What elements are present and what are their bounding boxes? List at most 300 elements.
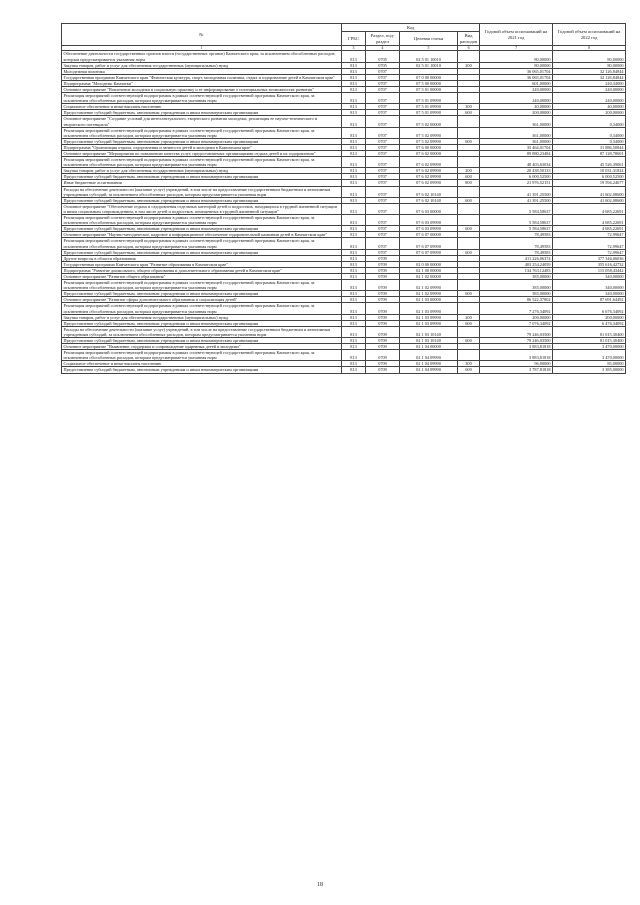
razdel-cell: 0709 [366, 314, 400, 320]
sum-2021-cell: 3 883,81818 [480, 350, 553, 361]
grbs-cell: 813 [342, 367, 366, 373]
grbs-cell: 813 [342, 104, 366, 110]
vr-cell: 300 [458, 361, 480, 367]
razdel-cell: 0709 [366, 280, 400, 291]
vr-cell [458, 326, 480, 337]
row-name-cell: Иные бюджетные ассигнования [62, 180, 342, 186]
sum-2021-cell: 79 246,03500 [480, 338, 553, 344]
sum-2022-cell: 19 594,24677 [553, 180, 626, 186]
sum-2021-cell: 200,00000 [480, 110, 553, 116]
row-name-cell: Подпрограмма "Организация отдыха, оздоровления и занятости детей и молодежи в Камчатском крае" [62, 144, 342, 150]
razdel-cell: 0707 [366, 180, 400, 186]
table-row [62, 157, 626, 168]
csr-cell: 07 6 03 09990 [400, 226, 458, 232]
sum-2021-cell: 3 787,81818 [480, 367, 553, 373]
row-name-cell: Подпрограмма "Молодежь Камчатки" [62, 80, 342, 86]
razdel-cell: 0707 [366, 127, 400, 138]
sum-2021-cell: 21 976,52151 [480, 180, 553, 186]
vr-cell: 600 [458, 197, 480, 203]
row-name-cell: Закупка товаров, работ и услуг для обеспечения государственных (муниципальных) нужд [62, 62, 342, 68]
sum-2022-cell: 0,34000 [553, 127, 626, 138]
sum-2021-cell: 89 880,23484 [480, 151, 553, 157]
csr-cell: 07 0 00 00000 [400, 74, 458, 80]
sum-2022-cell: 240,00000 [553, 93, 626, 104]
csr-cell: 07 6 07 09990 [400, 249, 458, 255]
sum-2022-cell: 6 000,52500 [553, 174, 626, 180]
grbs-cell: 813 [342, 238, 366, 249]
razdel-cell: 0707 [366, 186, 400, 197]
vr-cell: 600 [458, 138, 480, 144]
sum-2022-cell: 4 685,22691 [553, 203, 626, 214]
row-name-cell: Предоставление субсидий бюджетным, автономным учреждениям и иным некоммерческим организациям [62, 174, 342, 180]
vr-cell [458, 303, 480, 314]
grbs-cell: 813 [342, 168, 366, 174]
sum-2021-cell: 78,49583 [480, 238, 553, 249]
budget-table [61, 23, 626, 374]
grbs-cell: 813 [342, 110, 366, 116]
row-name-cell: Основное мероприятие "Вовлечение молодежи в социальную практику и ее информирование о потенциальных возможностях развития" [62, 86, 342, 92]
grbs-cell: 813 [342, 186, 366, 197]
sum-2022-cell: 6 676,34092 [553, 303, 626, 314]
budget-table-page [61, 23, 625, 374]
row-name-cell: Расходы на обеспечение деятельности (оказание услуг) учреждений, в том числе на предоставление государственным бюджетным и автономным учреждениям субсидий, за исключением обособленных расходов, которым предусматривается указанная норм [62, 326, 342, 337]
sum-2021-cell: 385,00000 [480, 291, 553, 297]
grbs-cell: 813 [342, 267, 366, 273]
sum-2021-cell: 48 403,63034 [480, 157, 553, 168]
sum-2021-cell: 240,00000 [480, 86, 553, 92]
sum-2021-cell: 41 391,25500 [480, 197, 553, 203]
grbs-cell: 813 [342, 320, 366, 326]
csr-cell: 07 6 02 10140 [400, 197, 458, 203]
sum-2022-cell: 240,34000 [553, 80, 626, 86]
razdel-cell: 0707 [366, 144, 400, 150]
sum-2021-cell: 601,00000 [480, 80, 553, 86]
vr-cell [458, 203, 480, 214]
table-row [62, 280, 626, 291]
vr-cell: 600 [458, 249, 480, 255]
csr-cell: 02 1 04 00000 [400, 344, 458, 350]
csr-cell: 02 1 00 00000 [400, 267, 458, 273]
row-name-cell: Предоставление субсидий бюджетным, автономным учреждениям и иным некоммерческим организациям [62, 197, 342, 203]
sum-2022-cell: 72,99647 [553, 249, 626, 255]
grbs-cell: 813 [342, 127, 366, 138]
csr-cell: 07 6 07 00000 [400, 232, 458, 238]
sum-2022-cell: 32 126,84844 [553, 74, 626, 80]
row-name-cell: Предоставление субсидий бюджетным, автономным учреждениям и иным некоммерческим организациям [62, 249, 342, 255]
row-name-cell: Закупка товаров, работ и услуг для обеспечения государственных (муниципальных) нужд [62, 314, 342, 320]
row-name-cell: Предоставление субсидий бюджетным, автономным учреждениям и иным некоммерческим организациям [62, 320, 342, 326]
row-name-cell: Основное мероприятие "Развитие общего образования" [62, 273, 342, 279]
vr-cell [458, 51, 480, 62]
sum-2021-cell: 6 000,52500 [480, 174, 553, 180]
razdel-cell: 0709 [366, 267, 400, 273]
sum-2022-cell: 81 015,30400 [553, 326, 626, 337]
index-cell: 1 [62, 46, 342, 51]
csr-cell: 02 0 00 00000 [400, 261, 458, 267]
razdel-cell: 0707 [366, 197, 400, 203]
sum-2021-cell: 78,49583 [480, 232, 553, 238]
sum-2021-cell: 40,00000 [480, 104, 553, 110]
sum-2022-cell: 72,99647 [553, 238, 626, 249]
csr-cell: 07 6 07 09990 [400, 238, 458, 249]
grbs-cell: 813 [342, 62, 366, 68]
grbs-cell: 813 [342, 232, 366, 238]
row-name-cell: Основное мероприятие "Развитие сферы дополнительного образования и социализация детей" [62, 297, 342, 303]
sum-2022-cell: 115 058,43442 [553, 267, 626, 273]
row-name-cell: Подпрограмма "Развитие дошкольного, общего образования и дополнительного образования детей в Камчатском крае" [62, 267, 342, 273]
sum-2022-cell: 4 685,22691 [553, 226, 626, 232]
vr-cell [458, 280, 480, 291]
vr-cell: 800 [458, 180, 480, 186]
sum-2022-cell: 87 691,64492 [553, 297, 626, 303]
grbs-cell: 813 [342, 116, 366, 127]
razdel-cell: 0709 [366, 338, 400, 344]
row-name-cell: Предоставление субсидий бюджетным, автономным учреждениям и иным некоммерческим организациям [62, 367, 342, 373]
sum-2022-cell: 0,34000 [553, 116, 626, 127]
sum-2022-cell: 200,00000 [553, 110, 626, 116]
header-csr: Целевая статья [400, 32, 458, 46]
header-vr: Вид расходов [458, 32, 480, 46]
vr-cell: 600 [458, 320, 480, 326]
sum-2022-cell: 340,00000 [553, 291, 626, 297]
sum-2022-cell: 40,00000 [553, 104, 626, 110]
grbs-cell: 813 [342, 203, 366, 214]
vr-cell [458, 350, 480, 361]
sum-2022-cell: 377 346,06036 [553, 255, 626, 261]
csr-cell: 07 5 01 00000 [400, 86, 458, 92]
index-cell: 7 [480, 46, 553, 51]
csr-cell: 02 1 04 09990 [400, 361, 458, 367]
vr-cell: 600 [458, 367, 480, 373]
row-name-cell: Закупка товаров, работ и услуг для обеспечения государственных (муниципальных) нужд [62, 168, 342, 174]
header-num: № [62, 24, 342, 46]
razdel-cell: 0709 [366, 326, 400, 337]
row-name-cell: Государственная программа Камчатского края "Развитие образования в Камчатском крае" [62, 261, 342, 267]
row-name-cell: Предоставление субсидий бюджетным, автономным учреждениям и иным некоммерческим организациям [62, 291, 342, 297]
vr-cell [458, 215, 480, 226]
sum-2021-cell: 361,00000 [480, 138, 553, 144]
vr-cell [458, 116, 480, 127]
csr-cell: 02 1 03 00000 [400, 297, 458, 303]
vr-cell: 200 [458, 62, 480, 68]
razdel-cell: 0707 [366, 226, 400, 232]
sum-2021-cell: 36 065,01704 [480, 68, 553, 74]
row-name-cell: Предоставление субсидий бюджетным, автономным учреждениям и иным некоммерческим организациям [62, 110, 342, 116]
row-name-cell: Основное мероприятие "Научно-методическое, кадровое и информационное обеспечение оздоровительной кампании детей в Камчатском крае" [62, 232, 342, 238]
vr-cell: 200 [458, 314, 480, 320]
vr-cell [458, 186, 480, 197]
sum-2021-cell: 5 584,58637 [480, 215, 553, 226]
vr-cell [458, 238, 480, 249]
razdel-cell: 0709 [366, 261, 400, 267]
sum-2022-cell: 200,00000 [553, 314, 626, 320]
grbs-cell: 813 [342, 350, 366, 361]
csr-cell: 02 1 03 10140 [400, 338, 458, 344]
table-row [62, 326, 626, 337]
index-cell: 6 [458, 46, 480, 51]
table-body [62, 51, 626, 373]
header-code-group: Код [342, 24, 480, 32]
index-cell: 4 [366, 46, 400, 51]
grbs-cell: 813 [342, 291, 366, 297]
row-name-cell: Реализация мероприятий соответствующей подпрограммы в рамках соответствующей государственной программы Камчатского края, за исключением обособленных расходов, которым предусматривается указанная норм [62, 280, 342, 291]
row-name-cell: Предоставление субсидий бюджетным, автономным учреждениям и иным некоммерческим организациям [62, 138, 342, 144]
row-name-cell: Основное мероприятие "Обеспечение отдыха и оздоровления отдельных категорий детей и подростков, находящихся в трудной жизненной ситуации и иным социальным сопровождением, в том числе детей и подростков, помещенных в трудной жизненной ситуации" [62, 203, 342, 214]
index-cell: 5 [400, 46, 458, 51]
sum-2021-cell: 35 464,01704 [480, 144, 553, 150]
razdel-cell: 0709 [366, 297, 400, 303]
sum-2021-cell: 361,00000 [480, 127, 553, 138]
sum-2021-cell: 96,00000 [480, 361, 553, 367]
csr-cell: 02 1 02 00000 [400, 273, 458, 279]
razdel-cell: 0709 [366, 273, 400, 279]
sum-2021-cell: 86 522,37802 [480, 297, 553, 303]
grbs-cell: 813 [342, 326, 366, 337]
grbs-cell: 813 [342, 226, 366, 232]
row-name-cell: Предоставление субсидий бюджетным, автономным учреждениям и иным некоммерческим организациям [62, 226, 342, 232]
razdel-cell: 0709 [366, 291, 400, 297]
vr-cell: 600 [458, 226, 480, 232]
sum-2021-cell: 79 246,03500 [480, 326, 553, 337]
vr-cell: 300 [458, 104, 480, 110]
grbs-cell: 813 [342, 174, 366, 180]
csr-cell: 07 5 01 09990 [400, 93, 458, 104]
grbs-cell: 813 [342, 51, 366, 62]
header-sum-2021: Годовой объем ассигнований на 2021 год [480, 24, 553, 46]
razdel-cell: 0707 [366, 238, 400, 249]
header-razdel: Раздел, под-раздел [366, 32, 400, 46]
razdel-cell: 0707 [366, 174, 400, 180]
csr-cell: 07 6 02 09990 [400, 168, 458, 174]
table-row [62, 238, 626, 249]
csr-cell: 07 5 01 09990 [400, 110, 458, 116]
row-name-cell: Социальное обеспечение и иные выплаты населению [62, 104, 342, 110]
sum-2021-cell: 5 584,58637 [480, 203, 553, 214]
grbs-cell: 813 [342, 297, 366, 303]
table-row [62, 367, 626, 373]
razdel-cell: 0707 [366, 232, 400, 238]
table-row [62, 51, 626, 62]
razdel-cell: 0707 [366, 93, 400, 104]
grbs-cell: 813 [342, 144, 366, 150]
table-row [62, 350, 626, 361]
sum-2022-cell: 340,00000 [553, 273, 626, 279]
sum-2022-cell: 80,00000 [553, 51, 626, 62]
razdel-cell: 0705 [366, 51, 400, 62]
razdel-cell: 0707 [366, 86, 400, 92]
index-cell: 3 [342, 46, 366, 51]
csr-cell: 07 5 02 09990 [400, 127, 458, 138]
sum-2022-cell: 72,99647 [553, 232, 626, 238]
csr-cell: 07 5 00 00000 [400, 80, 458, 86]
sum-2021-cell: 385,00000 [480, 280, 553, 291]
razdel-cell: 0707 [366, 80, 400, 86]
row-name-cell: Предоставление субсидий бюджетным, автономным учреждениям и иным некоммерческим организациям [62, 338, 342, 344]
grbs-cell: 813 [342, 261, 366, 267]
sum-2022-cell: 355 616,42732 [553, 261, 626, 267]
csr-cell: 07 6 02 09990 [400, 174, 458, 180]
vr-cell: 600 [458, 338, 480, 344]
vr-cell: 600 [458, 174, 480, 180]
grbs-cell: 813 [342, 344, 366, 350]
sum-2022-cell: 32 126,84844 [553, 68, 626, 74]
grbs-cell: 813 [342, 314, 366, 320]
sum-2021-cell: 80,00000 [480, 62, 553, 68]
sum-2021-cell: 200,00000 [480, 314, 553, 320]
razdel-cell: 0707 [366, 215, 400, 226]
razdel-cell: 0707 [366, 138, 400, 144]
csr-cell: 07 6 02 00000 [400, 151, 458, 157]
razdel-cell: 0707 [366, 249, 400, 255]
table-row [62, 186, 626, 197]
table-row [62, 116, 626, 127]
grbs-cell: 813 [342, 86, 366, 92]
csr-cell: 02 1 04 09990 [400, 350, 458, 361]
vr-cell [458, 93, 480, 104]
razdel-cell: 0709 [366, 367, 400, 373]
page-number: 18 [317, 882, 323, 888]
sum-2022-cell: 240,00000 [553, 86, 626, 92]
csr-cell: 07 6 02 10140 [400, 186, 458, 197]
sum-2021-cell: 361,00000 [480, 116, 553, 127]
grbs-cell: 813 [342, 255, 366, 261]
header-grbs: ГРБС [342, 32, 366, 46]
csr-cell: 02 1 03 09990 [400, 314, 458, 320]
sum-2021-cell: 385,00000 [480, 273, 553, 279]
grbs-cell: 813 [342, 68, 366, 74]
sum-2021-cell: 134 763,12483 [480, 267, 553, 273]
sum-2021-cell: 5 584,58637 [480, 226, 553, 232]
razdel-cell: 0709 [366, 320, 400, 326]
row-name-cell: Реализация мероприятий соответствующей подпрограммы в рамках соответствующей государственной программы Камчатского края, за исключением обособленных расходов, которым предусматривается указанная норм [62, 157, 342, 168]
sum-2022-cell: 85,00000 [553, 361, 626, 367]
grbs-cell: 813 [342, 93, 366, 104]
sum-2022-cell: 87 128,78601 [553, 151, 626, 157]
row-name-cell: Реализация мероприятий соответствующей подпрограммы в рамках соответствующей государственной программы Камчатского края, за исключением обособленных расходов, которым предусматривается указанная норм [62, 127, 342, 138]
sum-2022-cell: 4 685,22691 [553, 215, 626, 226]
row-name-cell: Основное мероприятие "Выявление, поддержка и сопровождение одаренных детей и молодежи" [62, 344, 342, 350]
grbs-cell: 813 [342, 151, 366, 157]
row-name-cell: Молодежная политика [62, 68, 342, 74]
csr-cell: 02 1 03 09990 [400, 320, 458, 326]
table-row [62, 215, 626, 226]
table-row [62, 93, 626, 104]
csr-cell: 07 6 02 09990 [400, 180, 458, 186]
csr-cell: 07 6 03 00000 [400, 203, 458, 214]
csr-cell: 02 1 02 09990 [400, 280, 458, 291]
csr-cell: 02 5 01 10010 [400, 62, 458, 68]
sum-2021-cell: 7 076,34092 [480, 320, 553, 326]
sum-2021-cell: 78,49583 [480, 249, 553, 255]
index-cell: 8 [553, 46, 626, 51]
row-name-cell: Основное мероприятие "Создание условий для интеллектуального, творческого развития молодежи, реализация ее научно-технического и творческого потенциала" [62, 116, 342, 127]
razdel-cell: 0709 [366, 344, 400, 350]
row-name-cell: Реализация мероприятий соответствующей подпрограммы в рамках соответствующей государственной программы Камчатского края, за исключением обособленных расходов, которым предусматривается указанная норм [62, 215, 342, 226]
grbs-cell: 813 [342, 74, 366, 80]
sum-2022-cell: 41 602,08600 [553, 197, 626, 203]
csr-cell: 07 5 02 00000 [400, 116, 458, 127]
csr-cell: 07 5 01 09990 [400, 104, 458, 110]
sum-2022-cell: 0,34000 [553, 138, 626, 144]
razdel-cell: 0707 [366, 68, 400, 74]
sum-2021-cell: 240,00000 [480, 93, 553, 104]
table-row [62, 127, 626, 138]
table-row [62, 303, 626, 314]
vr-cell [458, 157, 480, 168]
header-sum-2022: Годовой объем ассигнований на 2022 год [553, 24, 626, 46]
grbs-cell: 813 [342, 80, 366, 86]
sum-2021-cell: 20 438,50133 [480, 168, 553, 174]
sum-2022-cell: 81 015,30400 [553, 338, 626, 344]
csr-cell: 02 1 04 09990 [400, 367, 458, 373]
vr-cell: 600 [458, 291, 480, 297]
row-name-cell: Реализация мероприятий соответствующей подпрограммы в рамках соответствующей государственной программы Камчатского края, за исключением обособленных расходов, которым предусматривается указанная норм [62, 93, 342, 104]
csr-cell: 02 1 03 09990 [400, 303, 458, 314]
razdel-cell: 0707 [366, 151, 400, 157]
table-row [62, 203, 626, 214]
row-name-cell: Социальное обеспечение и иные выплаты населению [62, 361, 342, 367]
sum-2022-cell: 41 602,08600 [553, 186, 626, 197]
grbs-cell: 813 [342, 273, 366, 279]
sum-2021-cell: 403 254,24059 [480, 261, 553, 267]
csr-cell: 02 1 02 09990 [400, 291, 458, 297]
sum-2022-cell: 10 031,31824 [553, 168, 626, 174]
sum-2022-cell: 3 470,00000 [553, 344, 626, 350]
grbs-cell: 813 [342, 180, 366, 186]
razdel-cell: 0709 [366, 361, 400, 367]
csr-cell: 07 5 02 09990 [400, 138, 458, 144]
vr-cell: 200 [458, 168, 480, 174]
grbs-cell: 813 [342, 157, 366, 168]
razdel-cell: 0707 [366, 110, 400, 116]
razdel-cell: 0707 [366, 203, 400, 214]
csr-cell: 07 6 03 09990 [400, 215, 458, 226]
grbs-cell: 813 [342, 138, 366, 144]
row-name-cell: Расходы на обеспечение деятельности (оказание услуг) учреждений, в том числе на предоставление государственным бюджетным и автономным учреждениям субсидий, за исключением обособленных расходов, которым предусматривается указанная норм [62, 186, 342, 197]
sum-2021-cell: 3 883,81818 [480, 344, 553, 350]
razdel-cell: 0707 [366, 104, 400, 110]
grbs-cell: 813 [342, 280, 366, 291]
sum-2022-cell: 6 476,34092 [553, 320, 626, 326]
sum-2021-cell: 36 065,01704 [480, 74, 553, 80]
razdel-cell: 0707 [366, 74, 400, 80]
row-name-cell: Обеспечение деятельности государственных органов власти (государственных органов) Камчатского края, за исключением обособленных расходов, которым предусматривается указанная норм [62, 51, 342, 62]
grbs-cell: 813 [342, 215, 366, 226]
row-name-cell: Реализация мероприятий соответствующей подпрограммы в рамках соответствующей государственной программы Камчатского края, за исключением обособленных расходов, которым предусматривается указанная норм [62, 350, 342, 361]
sum-2022-cell: 80,00000 [553, 62, 626, 68]
razdel-cell: 0709 [366, 255, 400, 261]
row-name-cell: Другие вопросы в области образования [62, 255, 342, 261]
grbs-cell: 813 [342, 338, 366, 344]
row-name-cell: Реализация мероприятий соответствующей подпрограммы в рамках соответствующей государственной программы Камчатского края, за исключением обособленных расходов, которым предусматривается указанная норм [62, 238, 342, 249]
sum-2021-cell: 80,00000 [480, 51, 553, 62]
row-name-cell: Реализация мероприятий соответствующей подпрограммы в рамках соответствующей государственной программы Камчатского края, за исключением обособленных расходов, которым предусматривается указанная норм [62, 303, 342, 314]
sum-2021-cell: 7 276,34092 [480, 303, 553, 314]
row-name-cell: Основное мероприятие "Мероприятия по повышению качества услуг, предоставляемых организациями отдыха детей и их оздоровления" [62, 151, 342, 157]
sum-2022-cell: 45 526,39061 [553, 157, 626, 168]
razdel-cell: 0709 [366, 303, 400, 314]
vr-cell: 600 [458, 110, 480, 116]
razdel-cell: 0705 [366, 62, 400, 68]
csr-cell: 07 6 00 00000 [400, 144, 458, 150]
razdel-cell: 0707 [366, 168, 400, 174]
sum-2022-cell: 3 470,00000 [553, 350, 626, 361]
csr-cell: 02 1 03 10140 [400, 326, 458, 337]
sum-2022-cell: 340,00000 [553, 280, 626, 291]
sum-2021-cell: 411 226,06374 [480, 255, 553, 261]
row-name-cell: Государственная программа Камчатского края "Физическая культура, спорт, молодежная политика, отдых и оздоровление детей в Камчатском крае" [62, 74, 342, 80]
razdel-cell: 0707 [366, 116, 400, 127]
